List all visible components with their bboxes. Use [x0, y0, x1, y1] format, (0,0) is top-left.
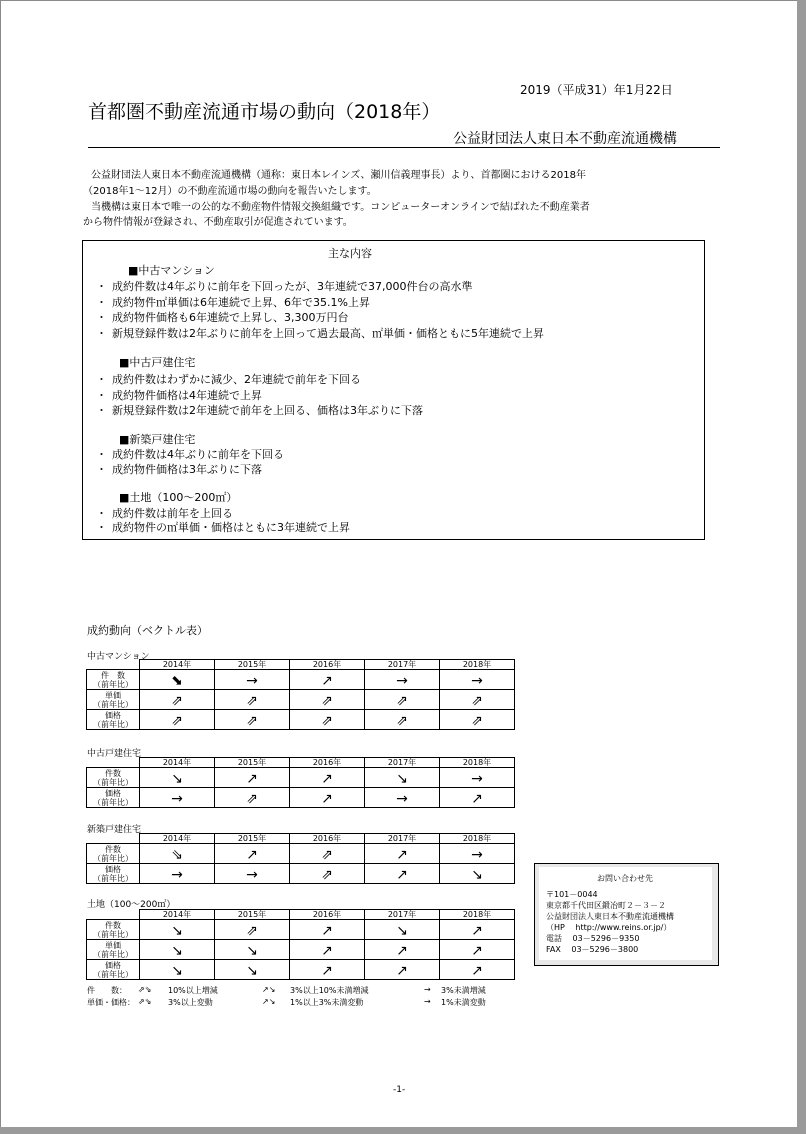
legend-text: 10%以上増減 — [168, 986, 218, 995]
year-header: 2017年 — [365, 834, 440, 844]
trend-arrow-icon: → — [396, 791, 408, 807]
trend-arrow-icon: ↗ — [396, 963, 408, 979]
year-header: 2015年 — [215, 758, 290, 768]
trend-arrow-icon: → — [396, 673, 408, 689]
vector-table-land — [86, 909, 515, 980]
intro-p2-line2: から物件情報が登録され、不動産取引が促進されています。 — [83, 217, 353, 228]
row-label: 件 数 （前年比） — [87, 670, 140, 690]
summary-item: ・ 新規登録件数は2年連続で前年を上回る、価格は3年ぶりに下落 — [96, 404, 423, 417]
summary-title: 主な内容 — [328, 247, 372, 260]
trend-arrow-icon: ⇗ — [321, 713, 333, 729]
trend-arrow-icon: ↗ — [246, 771, 258, 787]
page-shadow-bottom — [0, 1127, 806, 1134]
legend-text: 1%未満変動 — [441, 998, 486, 1007]
trend-arrow-icon: ↗ — [321, 791, 333, 807]
trend-arrow-icon: ↗ — [321, 943, 333, 959]
contact-fax: FAX 03－5296－3800 — [546, 945, 639, 954]
legend-label-count: 件 数： — [87, 986, 127, 995]
trend-arrow-icon: ⇗ — [246, 693, 258, 709]
trend-arrow-icon: ↗ — [396, 847, 408, 863]
legend-thick-arrow-icon: ⇗⇘ — [138, 997, 152, 1006]
trend-arrow-icon: → — [471, 673, 483, 689]
row-label: 件数 （前年比） — [87, 920, 140, 940]
legend-text: 3%未満増減 — [441, 986, 486, 995]
year-header: 2018年 — [440, 758, 515, 768]
summary-heading-used-condo: ■中古マンション — [128, 264, 215, 277]
summary-item: ・ 成約件数は前年を上回る — [96, 507, 233, 520]
trend-arrow-icon: ⇗ — [171, 693, 183, 709]
vector-category-label: 土地（100～200㎡） — [87, 900, 176, 910]
trend-arrow-icon: ↗ — [321, 963, 333, 979]
trend-arrow-icon: ⇗ — [246, 923, 258, 939]
year-header: 2014年 — [140, 910, 215, 920]
vector-category-label: 中古戸建住宅 — [87, 749, 142, 759]
trend-arrow-icon: ↘ — [171, 963, 183, 979]
intro-p1-line1: 公益財団法人東日本不動産流通機構（通称：東日本レインズ、瀬川信義理事長）より、首都圏における2018年 — [91, 170, 586, 181]
trend-arrow-icon: → — [246, 673, 258, 689]
row-label: 価格 （前年比） — [87, 710, 140, 730]
contact-tel: 電話 03－5296－9350 — [546, 934, 640, 943]
legend-text: 3%以上10%未満増減 — [290, 986, 369, 995]
trend-arrow-icon: ⇗ — [321, 693, 333, 709]
year-header: 2014年 — [140, 758, 215, 768]
vector-table-used-house — [86, 757, 515, 808]
trend-arrow-icon: ↗ — [321, 923, 333, 939]
trend-arrow-icon: ⇗ — [471, 713, 483, 729]
year-header: 2015年 — [215, 834, 290, 844]
year-header: 2018年 — [440, 660, 515, 670]
intro-p1-line2: （2018年1～12月）の不動産流通市場の動向を報告いたします。 — [83, 186, 377, 197]
trend-arrow-icon: ↘ — [396, 771, 408, 787]
vector-table-used-condo — [86, 659, 515, 730]
trend-arrow-icon: ↘ — [471, 867, 483, 883]
trend-arrow-icon: ⇗ — [321, 867, 333, 883]
year-header: 2016年 — [290, 834, 365, 844]
year-header: 2015年 — [215, 910, 290, 920]
summary-heading-new-house: ■新築戸建住宅 — [119, 433, 196, 446]
trend-arrow-icon: ↘ — [246, 963, 258, 979]
page-number: -1- — [393, 1085, 406, 1095]
legend-text: 3%以上変動 — [168, 998, 213, 1007]
year-header: 2017年 — [365, 910, 440, 920]
vector-category-label: 新築戸建住宅 — [87, 825, 142, 835]
legend-thin-arrow-icon: ↗↘ — [262, 997, 276, 1006]
summary-item: ・ 成約物件㎡単価は6年連続で上昇、6年で35.1%上昇 — [96, 296, 370, 309]
legend-flat-arrow-icon: → — [424, 985, 431, 994]
trend-arrow-icon: ⇗ — [396, 713, 408, 729]
trend-arrow-icon: → — [471, 771, 483, 787]
trend-arrow-icon: ⇗ — [471, 693, 483, 709]
trend-arrow-icon: ↘ — [171, 771, 183, 787]
row-label: 価格 （前年比） — [87, 960, 140, 980]
contact-address: 東京都千代田区鍛冶町２－３－２ — [546, 901, 666, 910]
trend-arrow-icon: ⇗ — [321, 847, 333, 863]
trend-arrow-icon: → — [171, 867, 183, 883]
organization-name: 公益財団法人東日本不動産流通機構 — [453, 131, 677, 147]
year-header: 2017年 — [365, 758, 440, 768]
legend-text: 1%以上3%未満変動 — [290, 998, 364, 1007]
trend-arrow-icon: ↗ — [321, 673, 333, 689]
trend-arrow-icon: ↗ — [396, 943, 408, 959]
row-label: 単価 （前年比） — [87, 940, 140, 960]
trend-arrow-icon: → — [246, 867, 258, 883]
trend-arrow-icon: ⇗ — [246, 791, 258, 807]
summary-item: ・ 成約物件価格は3年ぶりに下落 — [96, 463, 262, 476]
year-header: 2018年 — [440, 834, 515, 844]
row-label: 価格 （前年比） — [87, 788, 140, 808]
trend-arrow-icon: → — [471, 847, 483, 863]
year-header: 2016年 — [290, 910, 365, 920]
trend-arrow-icon: ⬊ — [171, 673, 183, 689]
intro-p2-line1: 当機構は東日本で唯一の公的な不動産物件情報交換組織です。コンピューターオンラインで結ばれた不動産業者 — [91, 202, 590, 213]
summary-item: ・ 成約物件の㎡単価・価格はともに3年連続で上昇 — [96, 521, 350, 534]
summary-item: ・ 成約物件価格は4年連続で上昇 — [96, 389, 262, 402]
vector-category-label: 中古マンション — [87, 652, 150, 662]
report-date: 2019（平成31）年1月22日 — [520, 83, 673, 97]
page-shadow-right — [797, 0, 806, 1134]
row-label: 単価 （前年比） — [87, 690, 140, 710]
trend-arrow-icon: ↗ — [471, 923, 483, 939]
summary-item: ・ 成約物件価格も6年連続で上昇し、3,300万円台 — [96, 311, 349, 324]
year-header: 2016年 — [290, 660, 365, 670]
trend-arrow-icon: ↘ — [396, 923, 408, 939]
trend-arrow-icon: ↗ — [471, 943, 483, 959]
summary-item: ・ 成約件数はわずかに減少、2年連続で前年を下回る — [96, 373, 361, 386]
trend-arrow-icon: ⇘ — [171, 847, 183, 863]
year-header: 2015年 — [215, 660, 290, 670]
vector-table-title: 成約動向（ベクトル表） — [87, 624, 208, 637]
title-underline — [88, 147, 720, 148]
summary-item: ・ 成約件数は4年ぶりに前年を下回る — [96, 448, 284, 461]
legend-flat-arrow-icon: → — [424, 997, 431, 1006]
row-label: 価格 （前年比） — [87, 864, 140, 884]
trend-arrow-icon: → — [171, 791, 183, 807]
row-label: 件数 （前年比） — [87, 844, 140, 864]
legend-label-price: 単価・価格： — [87, 998, 135, 1007]
year-header: 2018年 — [440, 910, 515, 920]
year-header: 2016年 — [290, 758, 365, 768]
trend-arrow-icon: ↘ — [171, 943, 183, 959]
trend-arrow-icon: ↗ — [471, 791, 483, 807]
summary-item: ・ 成約件数は4年ぶりに前年を下回ったが、3年連続で37,000件台の高水準 — [96, 280, 473, 293]
trend-arrow-icon: ⇗ — [171, 713, 183, 729]
trend-arrow-icon: ↗ — [246, 847, 258, 863]
summary-heading-used-house: ■中古戸建住宅 — [119, 356, 196, 369]
contact-hp: （HP http://www.reins.or.jp/） — [546, 923, 672, 932]
legend-thin-arrow-icon: ↗↘ — [262, 985, 276, 994]
trend-arrow-icon: ↘ — [171, 923, 183, 939]
trend-arrow-icon: ↗ — [396, 867, 408, 883]
trend-arrow-icon: ↘ — [246, 943, 258, 959]
contact-org: 公益財団法人東日本不動産流通機構 — [546, 912, 674, 921]
row-label: 件数 （前年比） — [87, 768, 140, 788]
vector-table-new-house — [86, 833, 515, 884]
summary-heading-land: ■土地（100～200㎡） — [119, 491, 238, 504]
contact-title: お問い合わせ先 — [597, 874, 653, 883]
year-header: 2014年 — [140, 660, 215, 670]
year-header: 2017年 — [365, 660, 440, 670]
page-title: 首都圏不動産流通市場の動向（2018年） — [88, 101, 441, 123]
trend-arrow-icon: ↗ — [471, 963, 483, 979]
contact-postal: 〒101－0044 — [546, 890, 598, 899]
trend-arrow-icon: ⇗ — [246, 713, 258, 729]
legend-thick-arrow-icon: ⇗⇘ — [138, 985, 152, 994]
trend-arrow-icon: ↗ — [321, 771, 333, 787]
trend-arrow-icon: ⇗ — [396, 693, 408, 709]
summary-item: ・ 新規登録件数は2年ぶりに前年を上回って過去最高、㎡単価・価格ともに5年連続で上昇 — [96, 327, 544, 340]
year-header: 2014年 — [140, 834, 215, 844]
